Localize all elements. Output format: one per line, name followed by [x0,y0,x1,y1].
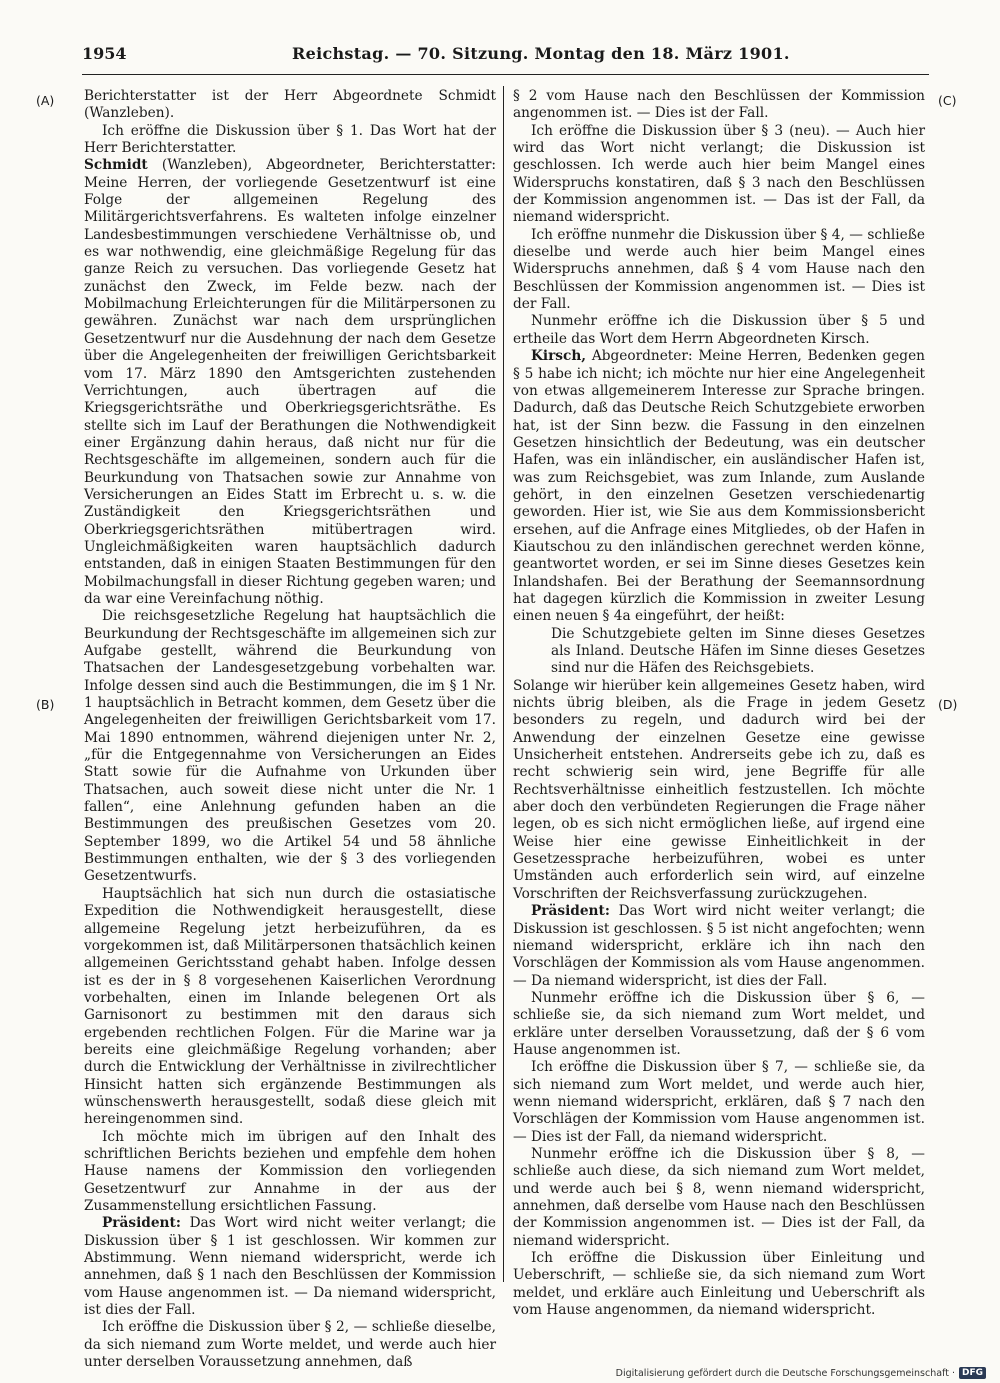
paragraph [513,678,925,903]
paragraph [84,1215,496,1319]
paragraph-text: Ich eröffne die Diskussion über § 3 (neu). — Auch hier wird das Wort nicht verlangt; die Diskussion ist geschlossen. Ich werde auch hier beim Mangel eines Widerspruchs konstatiren, daß § 3 nach den Beschlüssen der Kommission angenommen ist. — Das ist der Fall, da niemand widerspricht. [513,122,925,226]
paragraph-text: (Wanzleben), Abgeordneter, Berichterstatter: Meine Herren, der vorliegende Gesetzentwurf ist eine Folge der allgemeinen Regelung des Militärgerichtsverfahrens. Es walteten infolge einzelner Landesbestimmungen verschiedene Verhältnisse ob, und es war nothwendig, eine gleichmäßige Regelung für das ganze Reich zu versuchen. Das vorliegende Gesetz hat zunächst den Zweck, im Felde bezw. nach der Mobilmachung Erleichterungen für die Militärpersonen zu gewähren. Zunächst war nach dem ursprünglichen Gesetzentwurf nur die Ausdehnung der nach dem Gesetze über die Angelegenheiten der freiwilligen Gerichtsbarkeit vom 17. März 1890 den Amtsgerichten zustehenden Verrichtungen, auch übertragen auf die Kriegsgerichtsräthe und Oberkriegsgerichtsräthe. Es stellte sich im Lauf der Berathungen die Nothwendigkeit einer Ergänzung dahin heraus, daß nicht nur für die Rechtsgeschäfte im allgemeinen, sondern auch für die Beurkundung von Thatsachen sowie zur Annahme von Versicherungen an Eides Statt im Erbrecht u. s. w. die Zuständigkeit den Kriegsgerichtsräthen und Oberkriegsgerichtsräthen mitübertragen wird. Ungleichmäßigkeiten waren hauptsächlich dadurch entstanden, daß in einigen Staaten Bestimmungen für den Mobilmachungsfall in dieser Richtung gegeben waren; und da war eine Vereinfachung nöthig. [84,157,496,607]
margin-mark-a: (A) [36,93,55,108]
paragraph [84,157,496,608]
page-header [82,44,929,70]
left-column [84,88,496,1371]
paragraph [84,886,496,1129]
paragraph-text: Nunmehr eröffne ich die Diskussion über § 8, — schließe auch diese, da sich niemand zum Wort meldet, und werde auch bei § 8, wenn niemand widerspricht, annehmen, daß derselbe vom Hause nach den Beschlüssen der Kommission angenommen ist. — Dies ist der Fall, da niemand widerspricht. [513,1145,925,1249]
paragraph [84,123,496,158]
paragraph-text: Das Wort wird nicht weiter verlangt; die Diskussion über § 1 ist geschlossen. Wir kommen zur Abstimmung. Wenn niemand widerspricht, werde ich annehmen, daß § 1 nach den Beschlüssen der Kommission vom Hause angenommen ist. — Da niemand widerspricht, ist dies der Fall. [84,1215,496,1319]
paragraph [84,88,496,123]
paragraph-text: Ich eröffne die Diskussion über Einleitung und Ueberschrift, — schließe sie, da sich niemand zum Wort meldet, und erkläre auch Einleitung und Ueberschrift als vom Hause angenommen, da niemand widerspricht. [513,1250,925,1319]
dfg-logo: DFG [959,1367,986,1379]
paragraph [513,227,925,314]
speaker-name: Kirsch, [531,348,587,365]
paragraph-text: Die Schutzgebiete gelten im Sinne dieses Gesetzes als Inland. Deutsche Häfen im Sinne dieses Gesetzes sind nur die Häfen des Reichsgebiets. [551,625,925,677]
margin-mark-b: (B) [36,697,55,712]
paragraph [513,348,925,626]
paragraph [513,990,925,1059]
paragraph-text: § 2 vom Hause nach den Beschlüssen der Kommission angenommen ist. — Dies ist der Fall. [513,88,925,122]
paragraph-text: Ich eröffne die Diskussion über § 7, — schließe sie, da sich niemand zum Wort meldet, und werde auch hier, wenn niemand widerspricht, erklären, daß § 7 nach den Vorschlägen der Kommission vom Hause angenommen ist. — Dies ist der Fall, da niemand widerspricht. [513,1059,925,1145]
paragraph [513,88,925,123]
paragraph-text: Nunmehr eröffne ich die Diskussion über § 6, — schließe sie, da sich niemand zum Wort meldet, und erkläre unter derselben Voraussetzung, daß der § 6 vom Hause angenommen ist. [513,989,925,1058]
paragraph-text: Abgeordneter: Meine Herren, Bedenken gegen § 5 habe ich nicht; ich möchte nur hier eine Angelegenheit von etwas allgemeinerem Interesse zur Sprache bringen. Dadurch, daß das Deutsche Reich Schutzgebiete erworben hat, ist der Sinn bezw. die Fassung in den einzelnen Gesetzen hinsichtlich der Bedeutung, was ein deutscher Hafen, was ein inländischer, ein ausländischer Hafen ist, was zum Reichsgebiet, was zum Inlande, zum Auslande gehört, in den einzelnen Gesetzen verschiedenartig geworden. Hier ist, wie Sie aus dem Kommissionsbericht ersehen, auf die Anfrage eines Mitgliedes, ob der Hafen in Kiautschou zu den inländischen gerechnet werden könne, geantwortet worden, er sei im Sinne dieses Gesetzes kein Inlandshafen. Bei der Berathung der Seemannsordnung hat dagegen kürzlich die Kommission in zweiter Lesung einen neuen § 4a eingeführt, der heißt: [513,348,925,625]
speaker-name: Schmidt [84,157,148,174]
footer [616,1367,986,1379]
paragraph-text: Ich eröffne die Diskussion über § 1. Das Wort hat der Herr Berichterstatter. [84,122,496,157]
header-rule [82,74,929,75]
paragraph-text: Solange wir hierüber kein allgemeines Gesetz haben, wird nichts übrig bleiben, als die Frage in jedem Gesetz besonders zu regeln, und dadurch wird bei der Anwendung der einzelnen Gesetze eine gewisse Unsicherheit entstehen. Andrerseits gebe ich zu, daß es recht schwierig sein wird, jene Begriffe für alle Rechtsverhältnisse einheitlich festzustellen. Ich möchte aber doch den verbündeten Regierungen die Frage näher legen, ob es sich nicht ermöglichen ließe, auf irgend eine Weise hier eine gewisse Einheitlichkeit in der Gesetzessprache herbeizuführen, wobei es unter Umständen auch erforderlich sein wird, auf einzelne Vorschriften der Reichsverfassung zurückzugehen. [513,677,925,902]
paragraph [513,1146,925,1250]
speaker-name: Präsident: [531,903,610,920]
paragraph-text: Hauptsächlich hat sich nun durch die ostasiatische Expedition die Nothwendigkeit herausgestellt, diese allgemeine Regelung jetzt herbeizuführen, da es vorgekommen ist, daß Militärpersonen thatsächlich keinen allgemeinen Gerichtsstand gehabt haben. Infolge dessen ist es der in § 8 vorgesehenen Kaiserlichen Verordnung vorbehalten, einen im Inlande belegenen Ort als Garnisonort zu bestimmen mit den daraus sich ergebenden rechtlichen Folgen. Für die Marine war ja bereits eine gleichmäßige Regelung vorhanden; aber durch die Entwicklung der Verhältnisse in zivilrechtlicher Hinsicht hatten sich ergänzende Bestimmungen als wünschenswerth herausgestellt, sodaß diese gleich mit hereingenommen sind. [84,885,496,1128]
paragraph-text: Ich eröffne nunmehr die Diskussion über § 4, — schließe dieselbe und werde auch hier beim Mangel eines Widerspruchs annehmen, daß § 4 vom Hause nach den Beschlüssen der Kommission angenommen ist. — Dies ist der Fall. [513,226,925,313]
right-column [513,88,925,1319]
paragraph [84,1129,496,1216]
paragraph-text: Ich eröffne die Diskussion über § 2, — schließe dieselbe, da sich niemand zum Worte meldet, und werde auch hier unter derselben Voraussetzung annehmen, daß [84,1319,496,1371]
paragraph [84,608,496,886]
paragraph [513,123,925,227]
footer-credit: Digitalisierung gefördert durch die Deutsche Forschungsgemeinschaft · [615,1367,955,1379]
paragraph [513,903,925,990]
paragraph [84,1319,496,1371]
paragraph [513,1250,925,1319]
paragraph [551,626,925,678]
paragraph-text: Nunmehr eröffne ich die Diskussion über § 5 und ertheile das Wort dem Herrn Abgeordneten Kirsch. [513,313,925,347]
paragraph-text: Berichterstatter ist der Herr Abgeordnete Schmidt (Wanzleben). [84,88,496,122]
page-number: 1954 [82,44,127,63]
margin-mark-c: (C) [938,93,957,108]
paragraph [513,1059,925,1146]
column-divider [503,86,504,1282]
speaker-name: Präsident: [102,1215,181,1232]
paragraph [513,313,925,348]
paragraph-text: Das Wort wird nicht weiter verlangt; die Diskussion ist geschlossen. § 5 ist nicht angefochten; wenn niemand widerspricht, erkläre ich ihn nach den Vorschlägen der Kommission als vom Hause angenommen. — Da niemand widerspricht, ist dies der Fall. [513,903,925,989]
running-title: Reichstag. — 70. Sitzung. Montag den 18. März 1901. [292,44,790,63]
margin-mark-d: (D) [938,697,958,712]
paragraph-text: Ich möchte mich im übrigen auf den Inhalt des schriftlichen Berichts beziehen und empfehle dem hohen Hause namens der Kommission den vorliegenden Gesetzentwurf zur Annahme in der aus der Zusammenstellung ersichtlichen Fassung. [84,1128,496,1214]
paragraph-text: Die reichsgesetzliche Regelung hat hauptsächlich die Beurkundung der Rechtsgeschäfte im allgemeinen sich zur Aufgabe gestellt, während die Beurkundung von Thatsachen der Landesgesetzgebung vorbehalten war. Infolge dessen sind auch die Bestimmungen, die im § 1 Nr. 1 hauptsächlich in Betracht kommen, dem Gesetz über die Angelegenheiten der freiwilligen Gerichtsbarkeit vom 17. Mai 1890 entnommen, während diejenigen unter Nr. 2, „für die Entgegennahme von Versicherungen an Eides Statt sowie für die Aufnahme von Urkunden über Thatsachen, auch soweit diese nicht unter die Nr. 1 fallen“, eine Anlehnung gefunden haben an die Bestimmungen des preußischen Gesetzes vom 20. September 1899, wo die Artikel 54 und 58 ähnliche Bestimmungen enthalten, wie der § 3 des vorliegenden Gesetzentwurfs. [84,608,496,885]
